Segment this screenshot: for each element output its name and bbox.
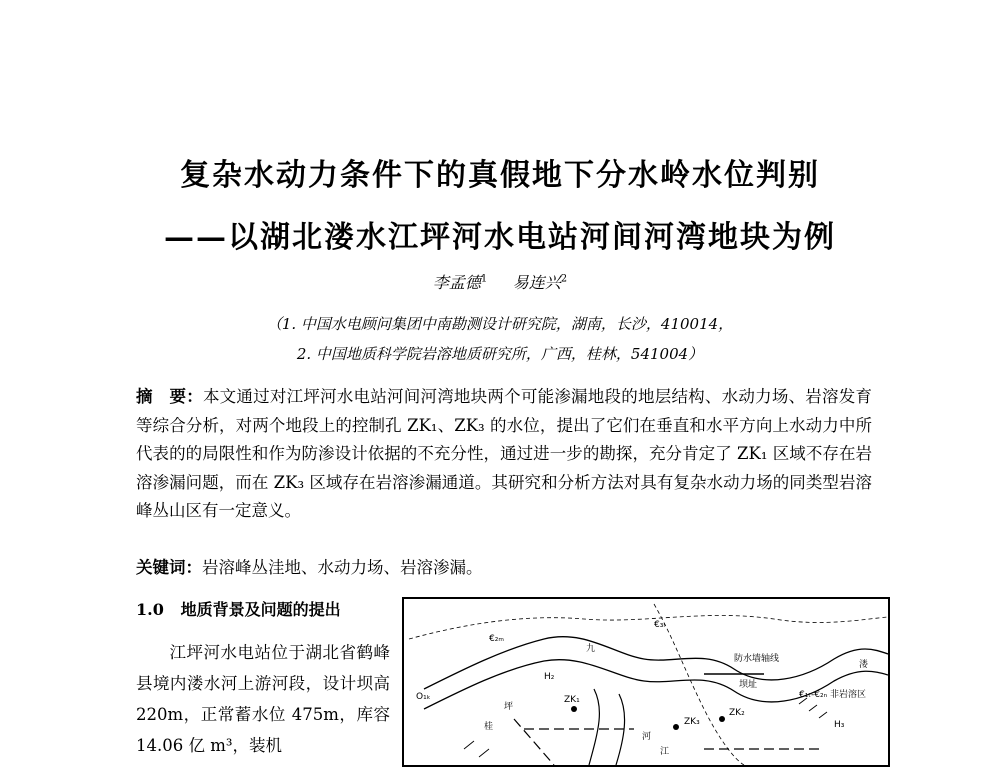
map-label: 河 xyxy=(642,732,652,742)
geological-map-figure xyxy=(402,597,890,767)
map-label: 九 xyxy=(586,644,596,654)
keywords xyxy=(136,554,872,582)
author-line xyxy=(0,270,1000,293)
map-label: H₂ xyxy=(544,672,555,682)
river-bank xyxy=(424,660,888,709)
map-label: 溇 xyxy=(859,660,869,670)
map-label: O₁ₖ xyxy=(416,692,431,702)
section-heading xyxy=(136,597,341,620)
map-label: ZK₃ xyxy=(684,717,700,727)
abstract xyxy=(136,383,872,526)
author-affiliation-mark: 1 xyxy=(480,273,488,285)
abstract-label: 摘 要： xyxy=(136,387,203,406)
river-bank xyxy=(589,689,599,765)
map-label: €₃ₗ xyxy=(654,620,665,630)
map-label: 坝址 xyxy=(739,680,758,690)
borehole-marker xyxy=(571,706,577,712)
affiliation-line: （1. 中国水电顾问集团中南勘测设计研究院，湖南，长沙，410014， xyxy=(266,315,734,333)
map-label: ZK₁ xyxy=(564,695,580,705)
section-number: 1.0 xyxy=(136,600,164,619)
map-label: 桂 xyxy=(484,722,494,732)
map-label: 防水墙轴线 xyxy=(734,654,780,664)
author-affiliation-mark: 2 xyxy=(560,273,568,285)
map-label: 坪 xyxy=(504,702,514,712)
paper-subtitle: ——以湖北溇水江坪河水电站河间河湾地块为例 xyxy=(164,220,836,255)
paper-title: 复杂水动力条件下的真假地下分水岭水位判别 xyxy=(180,158,820,193)
map-label: €₁ₜ-€₂ₙ 非岩溶区 xyxy=(799,690,867,700)
map-label: H₃ xyxy=(834,720,845,730)
map-label: ZK₂ xyxy=(729,708,745,718)
map-label: 江 xyxy=(660,747,670,757)
body-paragraph xyxy=(136,637,390,761)
section-line xyxy=(514,719,824,765)
keywords-text: 岩溶峰丛洼地、水动力场、岩溶渗漏。 xyxy=(202,558,483,577)
keywords-label: 关键词： xyxy=(136,558,202,577)
abstract-text: 本文通过对江坪河水电站河间河湾地块两个可能渗漏地段的地层结构、水动力场、岩溶发育等综合分析，对两个地段上的控制孔 ZK₁、ZK₃ 的水位，提出了它们在垂直和水平方向上水动力中所代表的的局限性和作为防渗设计依据的不充分性，通过进一步的勘探，充分肯定了 ZK₁ 区域不存在岩溶渗漏问题，而在 ZK₃ 区域存在岩溶渗漏通道。其研究和分析方法对具有复杂水动力场的同类型岩溶峰丛山区有一定意义。 xyxy=(136,387,873,520)
hatch-marks xyxy=(464,698,827,757)
author-name: 易连兴 xyxy=(512,273,561,292)
borehole-marker xyxy=(673,724,679,730)
formation-boundary xyxy=(409,615,888,639)
map-label: €₂ₘ xyxy=(489,634,504,644)
geological-map xyxy=(404,599,888,765)
body-text: 江坪河水电站位于湖北省鹤峰县境内溇水河上游河段，设计坝高 220m，正常蓄水位 475m，库容 14.06 亿 m³，装机 xyxy=(136,643,390,755)
formation-boundary xyxy=(654,604,744,765)
affiliation-line: 2. 中国地质科学院岩溶地质研究所，广西，桂林，541004） xyxy=(296,345,704,363)
author-name: 李孟德 xyxy=(432,273,481,292)
borehole-marker xyxy=(719,716,725,722)
section-title: 地质背景及问题的提出 xyxy=(180,600,341,619)
